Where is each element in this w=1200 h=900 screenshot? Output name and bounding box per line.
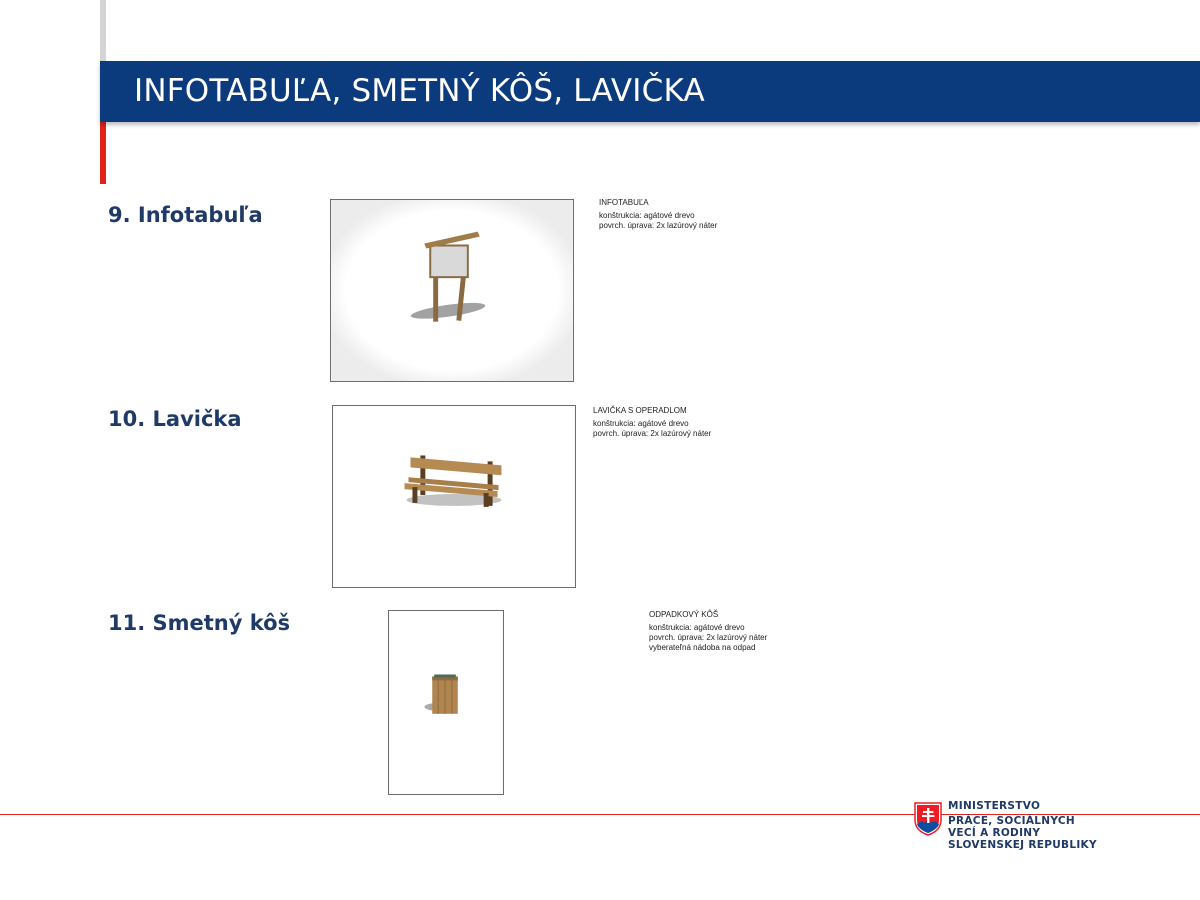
spec-smetny-kos [649, 610, 767, 653]
spec-title: ODPADKOVÝ KÔŠ [649, 610, 719, 619]
spec-line: konštrukcia: agátové drevo [593, 419, 689, 428]
spec-line: konštrukcia: agátové drevo [599, 211, 695, 220]
spec-lavicka [593, 406, 711, 439]
logo-line: MINISTERSTVO [948, 800, 1041, 812]
left-accent-red [100, 122, 106, 184]
spec-infotabula [599, 198, 717, 231]
spec-line: povrch. úprava: 2x lazúrový náter [649, 633, 768, 642]
logo-line: VECÍ A RODINY [948, 827, 1041, 839]
spec-line: vyberateľná nádoba na odpad [649, 643, 756, 652]
logo-line: PRÁCE, SOCIÁLNYCH [948, 815, 1075, 827]
ministry-logo [914, 800, 1114, 860]
lavicka-illustration [333, 406, 575, 587]
spec-line: konštrukcia: agátové drevo [649, 623, 745, 632]
logo-line: SLOVENSKEJ REPUBLIKY [948, 839, 1097, 851]
smetny-kos-image [388, 610, 504, 795]
logo-text [948, 800, 1097, 851]
infotabula-illustration [331, 200, 573, 381]
spec-title: INFOTABUĽA [599, 198, 649, 207]
lavicka-image [332, 405, 576, 588]
title-band [100, 61, 1200, 122]
spec-line: povrch. úprava: 2x lazúrový náter [599, 221, 718, 230]
slovak-coat-of-arms-icon [914, 802, 942, 836]
page-title: INFOTABUĽA, SMETNÝ KÔŠ, LAVIČKA [134, 73, 705, 109]
section-label-smetny-kos: 11. Smetný kôš [108, 611, 291, 635]
spec-title: LAVIČKA S OPERADLOM [593, 406, 687, 415]
left-accent-grey [100, 0, 106, 62]
section-label-infotabula: 9. Infotabuľa [108, 203, 263, 227]
smetny-kos-illustration [389, 611, 503, 794]
spec-line: povrch. úprava: 2x lazúrový náter [593, 429, 712, 438]
section-label-lavicka: 10. Lavička [108, 407, 242, 431]
infotabula-image [330, 199, 574, 382]
